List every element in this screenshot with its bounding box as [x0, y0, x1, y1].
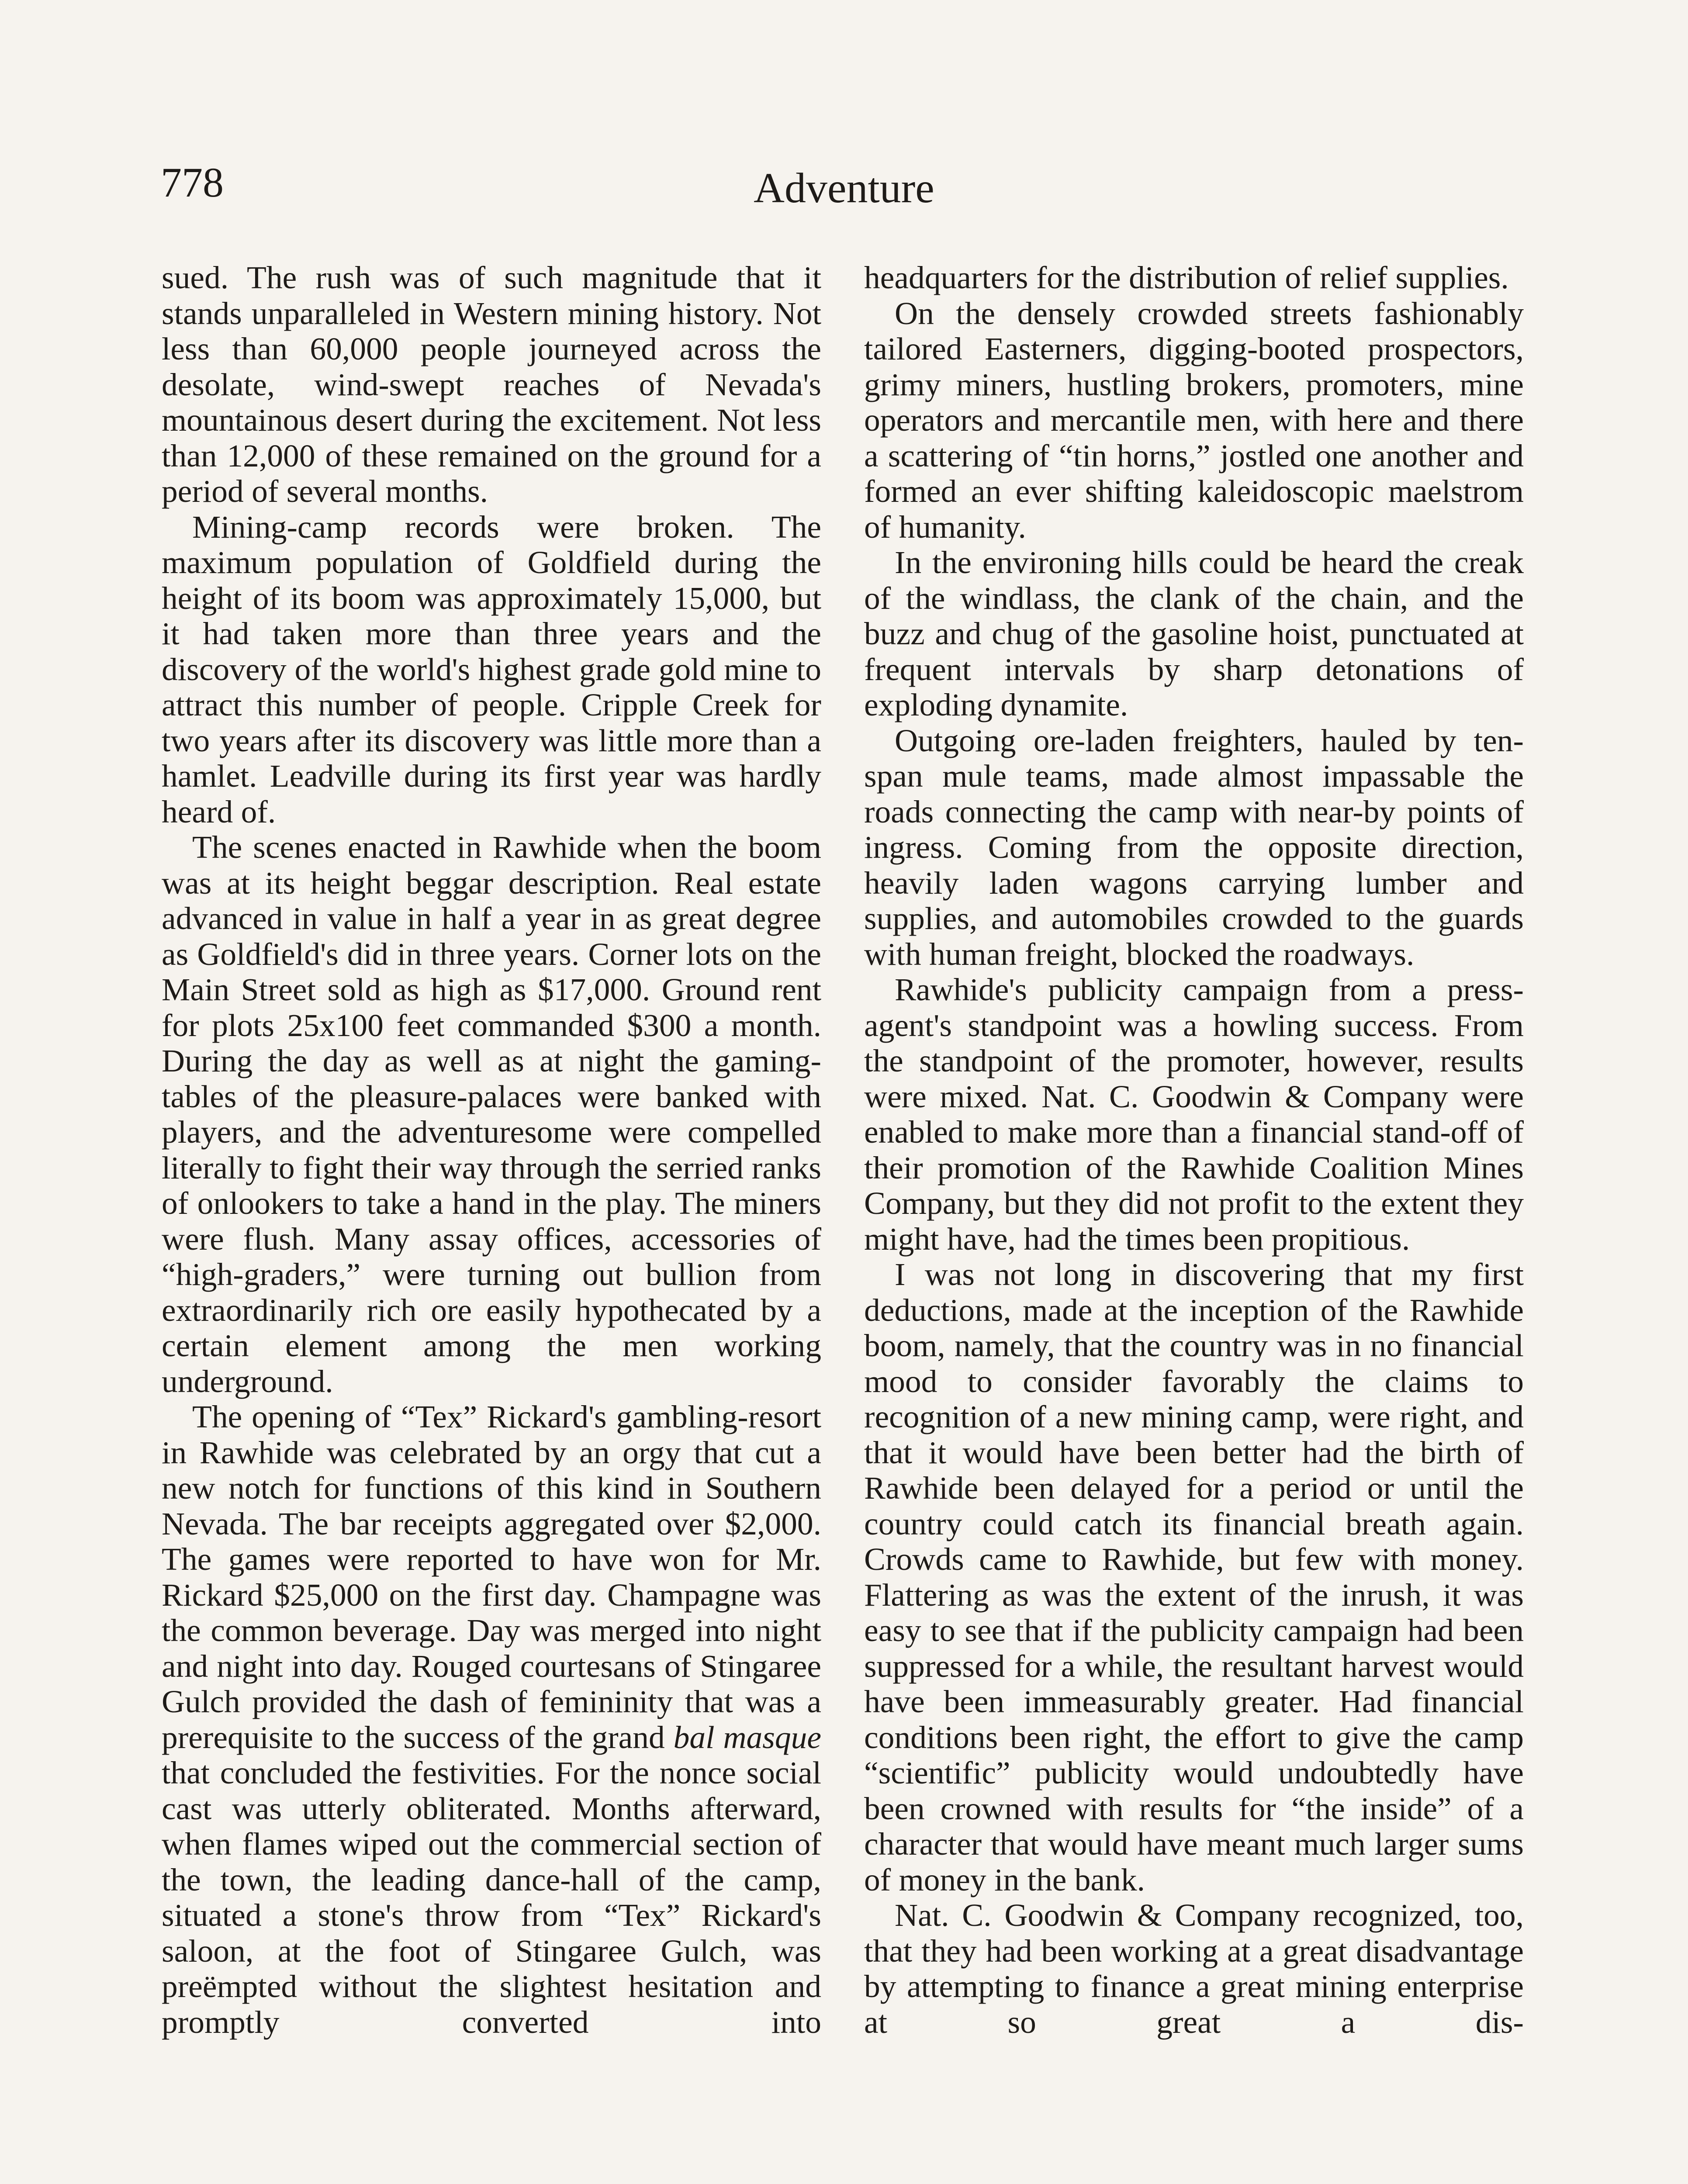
paragraph: On the densely crowded streets fashionably tailored Easterners, digging-booted prospectors, grimy miners, hustling brokers, promoters, mine operators and mercantile men, with here and there a scattering of “tin horns,” jostled one another and formed an ever shifting kaleidoscopic maelstrom of humanity. [864, 295, 1524, 545]
running-head-title: Adventure [754, 165, 934, 212]
paragraph: Nat. C. Goodwin & Company recognized, too, that they had been working at a great disadvantage by attempting to finance a great mining enterprise at so great a dis- [864, 1897, 1524, 2040]
italic-phrase: bal masque [673, 1719, 821, 1755]
right-column [864, 260, 1524, 2040]
paragraph [162, 1399, 821, 2040]
paragraph-text: that concluded the festivities. For the nonce social cast was utterly obliterated. Months afterward, when flames wiped out the commercial section of the town, the leading dance-hall of the camp, situated a stone's throw from “Tex” Rickard's saloon, at the foot of Stingaree Gulch, was preëmpted without the slightest hesitation and promptly converted into [162, 1755, 821, 2040]
paragraph: In the environing hills could be heard the creak of the windlass, the clank of the chain, and the buzz and chug of the gasoline hoist, punctuated at frequent intervals by sharp detonations of exploding dynamite. [864, 545, 1524, 722]
paragraph: headquarters for the distribution of relief supplies. [864, 260, 1509, 295]
paragraph: I was not long in discovering that my first deductions, made at the inception of the Rawhide boom, namely, that the country was in no financial mood to consider favorably the claims to recognition of a new mining camp, were right, and that it would have been better had the birth of Rawhide been delayed for a period or until the country could catch its financial breath again. Crowds came to Rawhide, but few with money. Flattering as was the extent of the inrush, it was easy to see that if the publicity campaign had been suppressed for a while, the resultant harvest would have been immeasurably greater. Had financial conditions been right, the effort to give the camp “scientific” publicity would undoubtedly have been crowned with results for “the inside” of a character that would have meant much larger sums of money in the bank. [864, 1257, 1524, 1897]
page-number: 778 [161, 159, 224, 206]
paragraph: The scenes enacted in Rawhide when the boom was at its height beggar description. Real estate advanced in value in half a year in as great degree as Goldfield's did in three years. Corner lots on the Main Street sold as high as $17,000. Ground rent for plots 25x100 feet commanded $300 a month. During the day as well as at night the gaming-tables of the pleasure-palaces were banked with players, and the adventuresome were compelled literally to fight their way through the serried ranks of onlookers to take a hand in the play. The miners were flush. Many assay offices, accessories of “high-graders,” were turning out bullion from extraordinarily rich ore easily hypothecated by a certain element among the men working underground. [162, 829, 821, 1399]
paragraph: sued. The rush was of such magnitude that it stands unparalleled in Western mining history. Not less than 60,000 people journeyed across the desolate, wind-swept reaches of Nevada's mountainous desert during the excitement. Not less than 12,000 of these remained on the ground for a period of several months. [162, 260, 821, 509]
paragraph: Outgoing ore-laden freighters, hauled by ten-span mule teams, made almost impassable the roads connecting the camp with near-by points of ingress. Coming from the opposite direction, heavily laden wagons carrying lumber and supplies, and automobiles crowded to the guards with human freight, blocked the roadways. [864, 722, 1524, 972]
paragraph-text: The opening of “Tex” Rickard's gambling-resort in Rawhide was celebrated by an orgy that cut a new notch for functions of this kind in Southern Nevada. The bar receipts aggregated over $2,000. The games were reported to have won for Mr. Rickard $25,000 on the first day. Champagne was the common beverage. Day was merged into night and night into day. Rouged courtesans of Stingaree Gulch provided the dash of femininity that was a prerequisite to the success of the grand [162, 1399, 821, 1755]
left-column [162, 260, 821, 2040]
paragraph: Mining-camp records were broken. The maximum population of Goldfield during the height of its boom was approximately 15,000, but it had taken more than three years and the discovery of the world's highest grade gold mine to attract this number of people. Cripple Creek for two years after its discovery was little more than a hamlet. Leadville during its first year was hardly heard of. [162, 509, 821, 829]
paragraph: Rawhide's publicity campaign from a press-agent's standpoint was a howling success. From the standpoint of the promoter, however, results were mixed. Nat. C. Goodwin & Company were enabled to make more than a financial stand-off of their promotion of the Rawhide Coalition Mines Company, but they did not profit to the extent they might have, had the times been propitious. [864, 972, 1524, 1257]
